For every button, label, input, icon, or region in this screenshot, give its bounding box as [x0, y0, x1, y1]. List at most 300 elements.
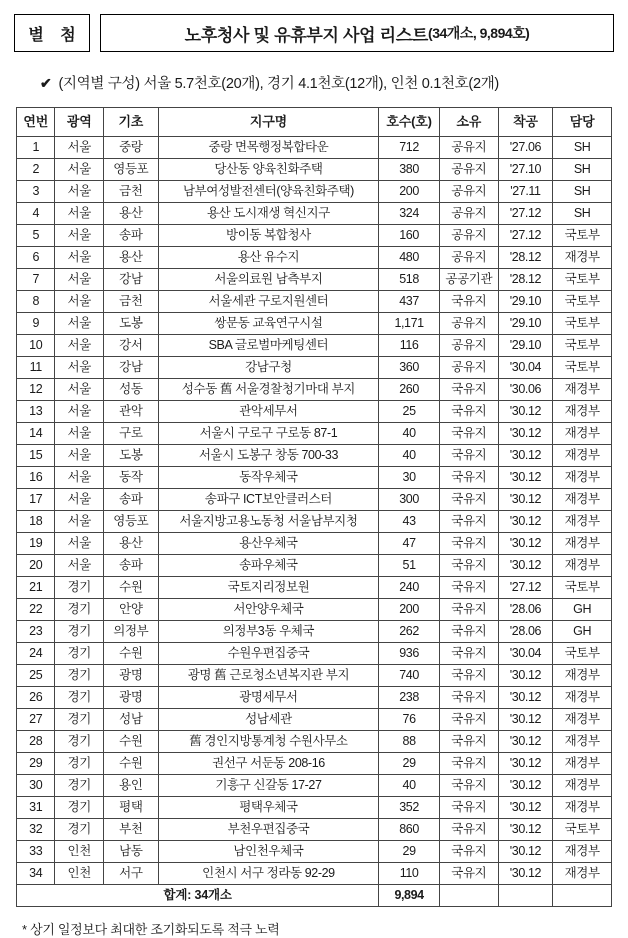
row-start: '30.12	[498, 467, 553, 489]
table-row	[17, 159, 612, 181]
row-district: 수원	[104, 731, 159, 753]
table-row	[17, 775, 612, 797]
row-charge: 재경부	[553, 775, 612, 797]
table-row	[17, 357, 612, 379]
row-site-name: 의정부3동 우체국	[158, 621, 379, 643]
row-units: 88	[379, 731, 440, 753]
row-region: 인천	[55, 863, 104, 885]
row-start: '27.11	[498, 181, 553, 203]
row-charge: SH	[553, 137, 612, 159]
row-district: 도봉	[104, 313, 159, 335]
row-district: 금천	[104, 181, 159, 203]
row-no: 20	[17, 555, 55, 577]
row-district: 성남	[104, 709, 159, 731]
row-no: 29	[17, 753, 55, 775]
row-ownership: 공유지	[439, 225, 498, 247]
row-region: 경기	[55, 577, 104, 599]
row-ownership: 공유지	[439, 181, 498, 203]
row-district: 서구	[104, 863, 159, 885]
row-units: 200	[379, 599, 440, 621]
row-site-name: 남인천우체국	[158, 841, 379, 863]
row-units: 260	[379, 379, 440, 401]
row-charge: SH	[553, 203, 612, 225]
row-ownership: 국유지	[439, 599, 498, 621]
row-no: 2	[17, 159, 55, 181]
row-ownership: 국유지	[439, 577, 498, 599]
row-district: 안양	[104, 599, 159, 621]
regional-composition-note	[40, 72, 614, 93]
row-no: 3	[17, 181, 55, 203]
row-region: 서울	[55, 357, 104, 379]
row-start: '28.12	[498, 247, 553, 269]
table-row	[17, 665, 612, 687]
row-units: 352	[379, 797, 440, 819]
total-start-empty	[498, 885, 553, 907]
row-district: 구로	[104, 423, 159, 445]
row-ownership: 공유지	[439, 203, 498, 225]
attachment-tag: 별 첨	[14, 14, 90, 52]
row-charge: GH	[553, 599, 612, 621]
row-start: '30.12	[498, 731, 553, 753]
table-header-row	[17, 108, 612, 137]
row-ownership: 국유지	[439, 753, 498, 775]
row-district: 평택	[104, 797, 159, 819]
row-start: '30.12	[498, 533, 553, 555]
row-region: 서울	[55, 511, 104, 533]
row-charge: GH	[553, 621, 612, 643]
row-units: 437	[379, 291, 440, 313]
row-charge: 국토부	[553, 269, 612, 291]
table-row	[17, 841, 612, 863]
row-no: 15	[17, 445, 55, 467]
row-units: 43	[379, 511, 440, 533]
row-start: '29.10	[498, 313, 553, 335]
table-row	[17, 401, 612, 423]
column-header-no: 연번	[17, 108, 55, 137]
row-charge: 재경부	[553, 797, 612, 819]
row-site-name: 송파구 ICT보안클러스터	[158, 489, 379, 511]
row-ownership: 국유지	[439, 467, 498, 489]
row-ownership: 국유지	[439, 291, 498, 313]
row-district: 도봉	[104, 445, 159, 467]
table-row	[17, 467, 612, 489]
row-district: 용산	[104, 203, 159, 225]
row-units: 40	[379, 423, 440, 445]
row-site-name: 서울세관 구로지원센터	[158, 291, 379, 313]
row-site-name: 수원우편집중국	[158, 643, 379, 665]
row-start: '27.12	[498, 203, 553, 225]
row-region: 경기	[55, 775, 104, 797]
row-charge: 재경부	[553, 555, 612, 577]
row-start: '30.04	[498, 643, 553, 665]
row-no: 1	[17, 137, 55, 159]
row-units: 360	[379, 357, 440, 379]
row-start: '30.12	[498, 445, 553, 467]
row-start: '27.12	[498, 225, 553, 247]
row-site-name: 서안양우체국	[158, 599, 379, 621]
row-district: 금천	[104, 291, 159, 313]
row-charge: 재경부	[553, 423, 612, 445]
column-header-start: 착공	[498, 108, 553, 137]
table-row	[17, 753, 612, 775]
row-ownership: 국유지	[439, 687, 498, 709]
row-start: '30.12	[498, 841, 553, 863]
table-header	[17, 108, 612, 137]
page-title: 노후청사 및 유휴부지 사업 리스트	[184, 25, 429, 45]
table-row	[17, 181, 612, 203]
row-charge: 재경부	[553, 753, 612, 775]
row-units: 480	[379, 247, 440, 269]
row-no: 19	[17, 533, 55, 555]
row-units: 380	[379, 159, 440, 181]
page-title-subcount: (34개소, 9,894호)	[428, 25, 530, 41]
row-site-name: 광명세무서	[158, 687, 379, 709]
row-no: 16	[17, 467, 55, 489]
row-site-name: 용산 도시재생 혁신지구	[158, 203, 379, 225]
row-site-name: 권선구 서둔동 208-16	[158, 753, 379, 775]
row-district: 남동	[104, 841, 159, 863]
table-row	[17, 797, 612, 819]
row-start: '30.04	[498, 357, 553, 379]
row-site-name: 서울시 도봉구 창동 700-33	[158, 445, 379, 467]
row-units: 40	[379, 775, 440, 797]
total-label: 합계: 34개소	[17, 885, 379, 907]
row-units: 712	[379, 137, 440, 159]
row-site-name: 용산우체국	[158, 533, 379, 555]
row-charge: 국토부	[553, 643, 612, 665]
row-ownership: 국유지	[439, 489, 498, 511]
row-no: 9	[17, 313, 55, 335]
row-charge: 재경부	[553, 467, 612, 489]
row-no: 7	[17, 269, 55, 291]
row-region: 서울	[55, 401, 104, 423]
row-district: 송파	[104, 489, 159, 511]
row-no: 14	[17, 423, 55, 445]
table-row	[17, 335, 612, 357]
row-region: 경기	[55, 665, 104, 687]
row-charge: 재경부	[553, 841, 612, 863]
row-site-name: 관악세무서	[158, 401, 379, 423]
row-no: 21	[17, 577, 55, 599]
row-ownership: 국유지	[439, 709, 498, 731]
row-charge: 재경부	[553, 247, 612, 269]
row-ownership: 공유지	[439, 313, 498, 335]
row-region: 서울	[55, 467, 104, 489]
row-ownership: 국유지	[439, 423, 498, 445]
row-ownership: 국유지	[439, 511, 498, 533]
row-district: 송파	[104, 225, 159, 247]
row-no: 18	[17, 511, 55, 533]
row-district: 강서	[104, 335, 159, 357]
row-region: 경기	[55, 819, 104, 841]
row-region: 서울	[55, 159, 104, 181]
row-no: 28	[17, 731, 55, 753]
row-units: 25	[379, 401, 440, 423]
row-start: '28.06	[498, 599, 553, 621]
row-ownership: 공유지	[439, 357, 498, 379]
row-start: '28.06	[498, 621, 553, 643]
row-charge: 재경부	[553, 665, 612, 687]
row-site-name: 광명 舊 근로청소년복지관 부지	[158, 665, 379, 687]
row-no: 31	[17, 797, 55, 819]
project-list-table	[16, 107, 612, 907]
row-district: 강남	[104, 357, 159, 379]
row-ownership: 국유지	[439, 379, 498, 401]
row-charge: 재경부	[553, 709, 612, 731]
row-charge: 재경부	[553, 511, 612, 533]
row-district: 관악	[104, 401, 159, 423]
row-start: '29.10	[498, 335, 553, 357]
row-ownership: 공유지	[439, 335, 498, 357]
row-no: 12	[17, 379, 55, 401]
row-start: '30.12	[498, 775, 553, 797]
row-site-name: 송파우체국	[158, 555, 379, 577]
row-region: 경기	[55, 687, 104, 709]
table-row	[17, 269, 612, 291]
row-region: 서울	[55, 533, 104, 555]
row-district: 영등포	[104, 511, 159, 533]
table-row	[17, 489, 612, 511]
total-ownership-empty	[439, 885, 498, 907]
row-site-name: 성수동 舊 서울경찰청기마대 부지	[158, 379, 379, 401]
row-region: 경기	[55, 797, 104, 819]
row-district: 의정부	[104, 621, 159, 643]
row-site-name: 당산동 양육친화주택	[158, 159, 379, 181]
table-row	[17, 555, 612, 577]
row-units: 518	[379, 269, 440, 291]
row-ownership: 국유지	[439, 621, 498, 643]
row-ownership: 공공기관	[439, 269, 498, 291]
column-header-site-name: 지구명	[158, 108, 379, 137]
row-ownership: 국유지	[439, 775, 498, 797]
row-no: 30	[17, 775, 55, 797]
row-site-name: 쌍문동 교육연구시설	[158, 313, 379, 335]
row-no: 26	[17, 687, 55, 709]
table-row	[17, 577, 612, 599]
row-start: '30.12	[498, 401, 553, 423]
row-charge: 재경부	[553, 379, 612, 401]
table-row	[17, 863, 612, 885]
row-units: 1,171	[379, 313, 440, 335]
row-units: 40	[379, 445, 440, 467]
row-ownership: 공유지	[439, 159, 498, 181]
row-units: 936	[379, 643, 440, 665]
table-row	[17, 709, 612, 731]
row-units: 262	[379, 621, 440, 643]
row-region: 서울	[55, 247, 104, 269]
table-body	[17, 137, 612, 885]
row-district: 수원	[104, 643, 159, 665]
row-charge: 국토부	[553, 335, 612, 357]
row-units: 200	[379, 181, 440, 203]
row-region: 서울	[55, 423, 104, 445]
row-start: '30.12	[498, 489, 553, 511]
row-start: '30.12	[498, 863, 553, 885]
row-region: 서울	[55, 225, 104, 247]
row-units: 324	[379, 203, 440, 225]
row-region: 서울	[55, 181, 104, 203]
row-no: 33	[17, 841, 55, 863]
row-ownership: 국유지	[439, 401, 498, 423]
row-start: '30.12	[498, 555, 553, 577]
row-region: 서울	[55, 203, 104, 225]
row-no: 22	[17, 599, 55, 621]
row-start: '30.12	[498, 819, 553, 841]
row-start: '30.12	[498, 797, 553, 819]
row-charge: 국토부	[553, 225, 612, 247]
row-charge: 국토부	[553, 291, 612, 313]
row-units: 116	[379, 335, 440, 357]
table-row	[17, 445, 612, 467]
row-charge: 국토부	[553, 357, 612, 379]
row-ownership: 국유지	[439, 819, 498, 841]
table-row	[17, 621, 612, 643]
row-charge: 재경부	[553, 401, 612, 423]
row-region: 서울	[55, 489, 104, 511]
row-region: 서울	[55, 379, 104, 401]
row-ownership: 국유지	[439, 797, 498, 819]
row-charge: 재경부	[553, 445, 612, 467]
table-row	[17, 291, 612, 313]
row-units: 47	[379, 533, 440, 555]
table-row	[17, 533, 612, 555]
row-district: 동작	[104, 467, 159, 489]
row-no: 17	[17, 489, 55, 511]
table-row	[17, 687, 612, 709]
row-ownership: 국유지	[439, 643, 498, 665]
row-no: 11	[17, 357, 55, 379]
table-row	[17, 511, 612, 533]
table-footer	[17, 885, 612, 907]
row-charge: 국토부	[553, 313, 612, 335]
row-start: '27.12	[498, 577, 553, 599]
row-charge: 재경부	[553, 489, 612, 511]
table-row	[17, 137, 612, 159]
row-ownership: 국유지	[439, 863, 498, 885]
row-site-name: 舊 경인지방통계청 수원사무소	[158, 731, 379, 753]
row-start: '27.10	[498, 159, 553, 181]
row-charge: 재경부	[553, 533, 612, 555]
row-site-name: SBA 글로벌마케팅센터	[158, 335, 379, 357]
row-ownership: 공유지	[439, 247, 498, 269]
row-start: '30.12	[498, 709, 553, 731]
row-site-name: 남부여성발전센터(양육친화주택)	[158, 181, 379, 203]
row-region: 서울	[55, 445, 104, 467]
row-ownership: 공유지	[439, 137, 498, 159]
check-icon: ✔	[40, 75, 52, 91]
row-site-name: 서울지방고용노동청 서울남부지청	[158, 511, 379, 533]
row-no: 4	[17, 203, 55, 225]
row-region: 경기	[55, 709, 104, 731]
row-no: 5	[17, 225, 55, 247]
row-site-name: 평택우체국	[158, 797, 379, 819]
row-units: 30	[379, 467, 440, 489]
row-start: '30.12	[498, 511, 553, 533]
row-no: 24	[17, 643, 55, 665]
row-district: 광명	[104, 687, 159, 709]
row-start: '30.12	[498, 687, 553, 709]
row-site-name: 용산 유수지	[158, 247, 379, 269]
row-site-name: 성남세관	[158, 709, 379, 731]
table-row	[17, 313, 612, 335]
table-row	[17, 203, 612, 225]
footnote: * 상기 일정보다 최대한 조기화되도록 적극 노력	[22, 922, 280, 937]
row-district: 송파	[104, 555, 159, 577]
row-units: 51	[379, 555, 440, 577]
row-region: 경기	[55, 621, 104, 643]
row-site-name: 강남구청	[158, 357, 379, 379]
row-start: '30.12	[498, 665, 553, 687]
table-total-row	[17, 885, 612, 907]
row-district: 부천	[104, 819, 159, 841]
row-no: 13	[17, 401, 55, 423]
row-ownership: 국유지	[439, 665, 498, 687]
row-charge: 재경부	[553, 863, 612, 885]
row-region: 서울	[55, 269, 104, 291]
column-header-units: 호수(호)	[379, 108, 440, 137]
row-site-name: 동작우체국	[158, 467, 379, 489]
row-district: 광명	[104, 665, 159, 687]
row-district: 중랑	[104, 137, 159, 159]
row-units: 740	[379, 665, 440, 687]
row-units: 29	[379, 841, 440, 863]
table-row	[17, 225, 612, 247]
row-ownership: 국유지	[439, 445, 498, 467]
row-region: 경기	[55, 643, 104, 665]
row-units: 300	[379, 489, 440, 511]
row-region: 서울	[55, 137, 104, 159]
row-site-name: 중랑 면목행정복합타운	[158, 137, 379, 159]
row-charge: SH	[553, 181, 612, 203]
row-site-name: 방이동 복합청사	[158, 225, 379, 247]
row-no: 6	[17, 247, 55, 269]
row-charge: 국토부	[553, 577, 612, 599]
document-header	[14, 14, 614, 52]
row-region: 경기	[55, 599, 104, 621]
row-start: '30.12	[498, 423, 553, 445]
row-units: 76	[379, 709, 440, 731]
table-row	[17, 819, 612, 841]
row-units: 860	[379, 819, 440, 841]
row-units: 110	[379, 863, 440, 885]
column-header-charge: 담당	[553, 108, 612, 137]
row-site-name: 서울시 구로구 구로동 87-1	[158, 423, 379, 445]
row-ownership: 국유지	[439, 533, 498, 555]
total-charge-empty	[553, 885, 612, 907]
row-units: 160	[379, 225, 440, 247]
row-units: 238	[379, 687, 440, 709]
table-row	[17, 599, 612, 621]
row-start: '30.12	[498, 753, 553, 775]
row-charge: SH	[553, 159, 612, 181]
row-region: 서울	[55, 313, 104, 335]
table-row	[17, 379, 612, 401]
row-ownership: 국유지	[439, 841, 498, 863]
row-region: 경기	[55, 753, 104, 775]
document-title-box	[100, 14, 614, 52]
row-no: 23	[17, 621, 55, 643]
table-row	[17, 423, 612, 445]
row-start: '28.12	[498, 269, 553, 291]
row-units: 29	[379, 753, 440, 775]
row-region: 서울	[55, 335, 104, 357]
row-district: 성동	[104, 379, 159, 401]
row-region: 서울	[55, 291, 104, 313]
row-region: 인천	[55, 841, 104, 863]
row-no: 32	[17, 819, 55, 841]
row-no: 34	[17, 863, 55, 885]
row-district: 수원	[104, 577, 159, 599]
